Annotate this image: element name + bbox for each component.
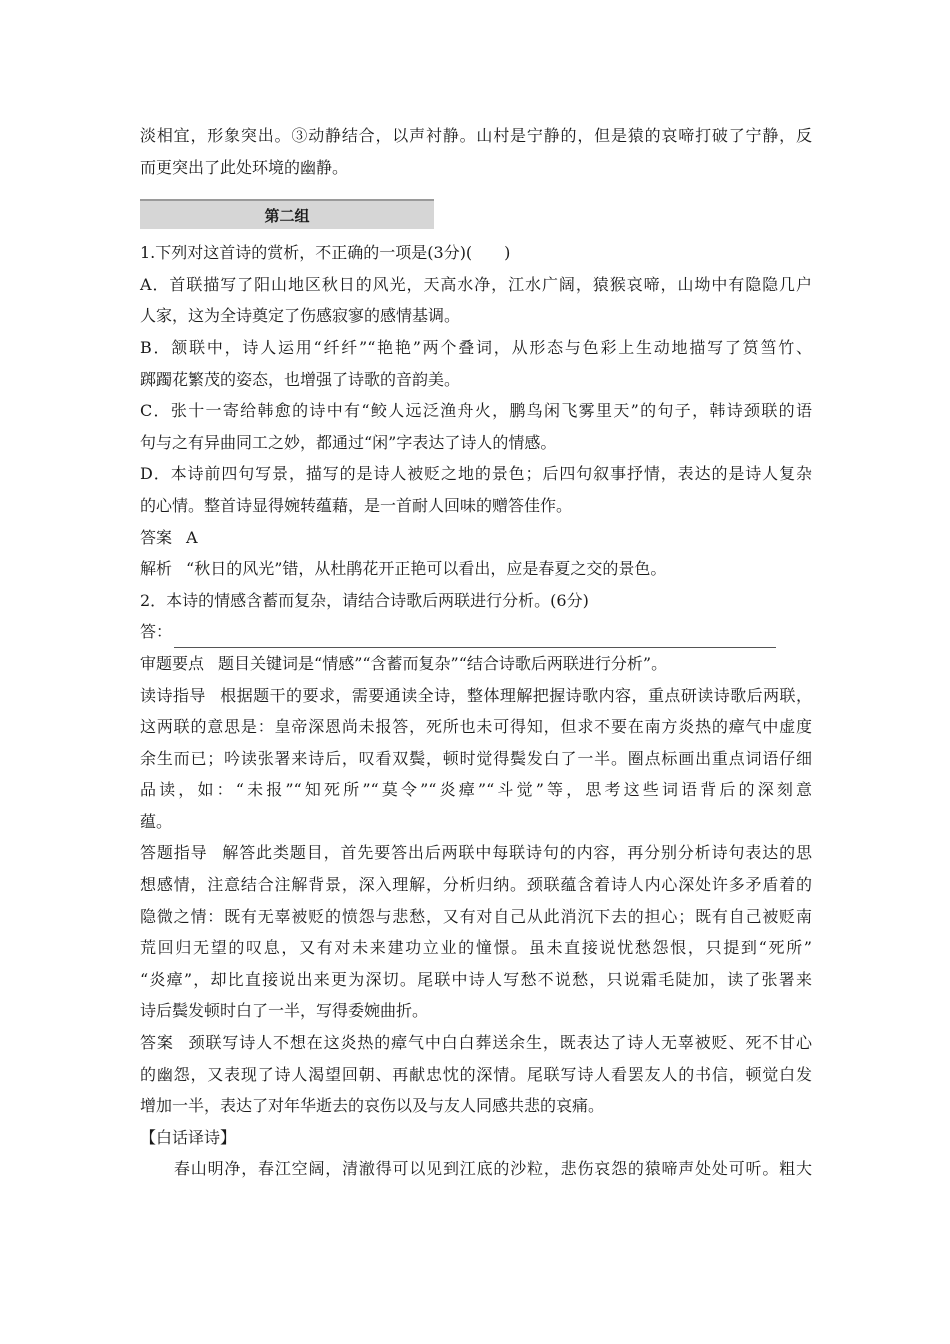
q2-answer-line: 增加一半，表达了对年华逝去的哀伤以及与友人同感共悲的哀痛。 — [140, 1096, 605, 1116]
q2-answer-text: 颈联写诗人不想在这炎热的瘴气中白白葬送余生，既表达了诗人无辜被贬、死不甘心 — [187, 1033, 812, 1053]
reading-guide-line: 这两联的意思是：皇帝深恩尚未报答，死所也未可得知，但求不要在南方炎热的瘴气中虚度 — [140, 717, 812, 737]
q1-answer — [140, 522, 812, 554]
reading-guide-line: 品读，如：“未报”“知死所”“莫令”“炎瘴”“斗觉”等，思考这些词语背后的深刻意 — [140, 780, 812, 800]
analysis-text: “秋日的风光”错，从杜鹃花开正艳可以看出，应是春夏之交的景色。 — [186, 559, 667, 579]
answer-guide-text: 解答此类题目，首先要答出后两联中每联诗句的内容，再分别分析诗句表达的思 — [221, 843, 812, 863]
option-a-line: 人家，这为全诗奠定了伤感寂寥的感情基调。 — [140, 306, 461, 326]
translation-heading: 【白话译诗】 — [140, 1127, 237, 1147]
option-a-line: A．首联描写了阳山地区秋日的风光，天高水净，江水广阔，猿猴哀啼，山坳中有隐隐几户 — [140, 274, 812, 294]
reading-guide-line: 蕴。 — [140, 811, 173, 831]
q2-answer-line: 的幽怨，又表现了诗人渴望回朝、再献忠忱的深情。尾联写诗人看罢友人的书信，顿觉白发 — [140, 1064, 812, 1084]
answer-guide-line: “炎瘴”，却比直接说出来更为深切。尾联中诗人写愁不说愁，只说霜毛陡加，读了张署来 — [140, 969, 812, 989]
q1-analysis — [140, 553, 812, 585]
q2-answer-label: 答案 — [140, 1033, 174, 1053]
reading-guide-line: 余生而已；吟读张署来诗后，叹看双鬓，顿时觉得鬓发白了一半。圈点标画出重点词语仔细 — [140, 748, 812, 768]
section-header — [140, 199, 434, 229]
option-c-line: 句与之有异曲同工之妙，都通过“闲”字表达了诗人的情感。 — [140, 432, 557, 452]
answer-value: A — [186, 527, 198, 547]
answer-label: 答案 — [140, 527, 173, 547]
key-points-text: 题目关键词是“情感”“含蓄而复杂”“结合诗歌后两联进行分析”。 — [218, 653, 668, 673]
reading-guide-label: 读诗指导 — [140, 685, 206, 705]
option-b-line: B．颔联中，诗人运用“纤纤”“艳艳”两个叠词，从形态与色彩上生动地描写了筼筜竹、 — [140, 337, 812, 357]
paragraph-line: 淡相宜，形象突出。③动静结合，以声衬静。山村是宁静的，但是猿的哀啼打破了宁静，反 — [140, 126, 812, 145]
answer-prompt: 答： — [140, 622, 173, 642]
key-points-label: 审题要点 — [140, 653, 205, 673]
q2-answer-line — [140, 1027, 812, 1059]
reading-guide-text: 根据题干的要求，需要通读全诗，整体理解把握诗歌内容，重点研读诗歌后两联， — [219, 685, 812, 705]
option-b-line: 踯躅花繁茂的姿态，也增强了诗歌的音韵美。 — [140, 369, 461, 389]
key-points — [140, 648, 812, 680]
answer-guide-line: 诗后鬓发顿时白了一半，写得委婉曲折。 — [140, 1001, 429, 1021]
answer-guide-line: 隐微之情：既有无辜被贬的愤怨与悲愁，又有对自己从此消沉下去的担心；既有自己被贬南 — [140, 906, 812, 926]
question-1-stem: 1.下列对这首诗的赏析，不正确的一项是(3分)( ) — [140, 243, 511, 263]
option-c-line: C．张十一寄给韩愈的诗中有“鲛人远泛渔舟火，鹏鸟闲飞雾里天”的句子，韩诗颈联的语 — [140, 401, 812, 421]
reading-guide-line — [140, 680, 812, 712]
option-d-line: 的心情。整首诗显得婉转蕴藉，是一首耐人回味的赠答佳作。 — [140, 495, 573, 515]
answer-guide-line: 想感情，注意结合注解背景，深入理解，分析归纳。颈联蕴含着诗人内心深处许多矛盾着的 — [140, 875, 812, 895]
analysis-label: 解析 — [140, 559, 173, 579]
translation-line: 春山明净，春江空阔，清澈得可以见到江底的沙粒，悲伤哀怨的猿啼声处处可听。粗大 — [174, 1159, 812, 1179]
answer-guide-line: 荒回归无望的叹息，又有对未来建功立业的憧憬。虽未直接说忧愁怨恨，只提到“死所” — [140, 938, 812, 958]
answer-blank — [140, 616, 812, 648]
question-2-stem: 2．本诗的情感含蓄而复杂，请结合诗歌后两联进行分析。(6分) — [140, 590, 589, 610]
answer-guide-label: 答题指导 — [140, 843, 208, 863]
paragraph-line: 而更突出了此处环境的幽静。 — [140, 157, 349, 177]
answer-underline — [174, 627, 776, 648]
document-page — [140, 120, 812, 1185]
answer-guide-line — [140, 837, 812, 869]
option-d-line: D．本诗前四句写景，描写的是诗人被贬之地的景色；后四句叙事抒情，表达的是诗人复杂 — [140, 464, 812, 484]
section-title: 第二组 — [264, 206, 310, 225]
